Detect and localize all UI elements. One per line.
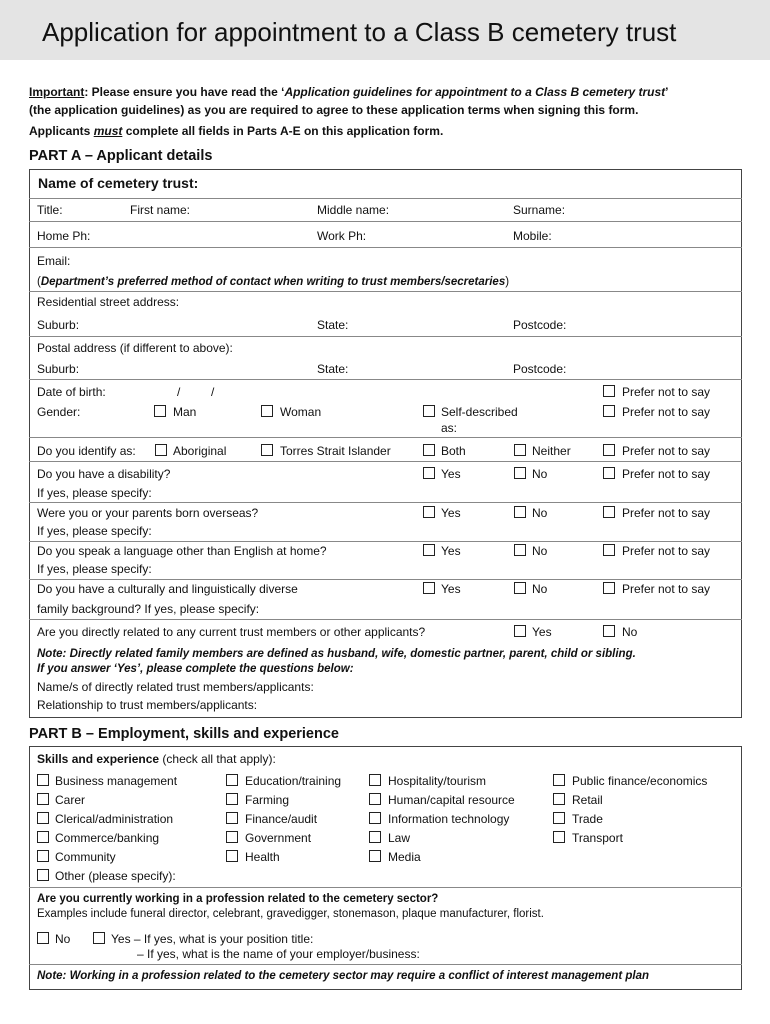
divider bbox=[29, 198, 742, 199]
relationship-field[interactable]: Relationship to trust members/applicants: bbox=[37, 698, 258, 712]
skill-checkbox[interactable] bbox=[369, 812, 381, 824]
page-title: Application for appointment to a Class B cemetery trust bbox=[42, 17, 677, 47]
disability-question: Do you have a disability? bbox=[37, 467, 171, 481]
gender-self-described-checkbox[interactable] bbox=[423, 405, 435, 417]
skill-label: Business management bbox=[55, 774, 178, 788]
position-title-field[interactable]: Yes – If yes, what is your position title: bbox=[111, 932, 314, 946]
language-question: Do you speak a language other than English at home? bbox=[37, 544, 327, 558]
skill-checkbox[interactable] bbox=[37, 831, 49, 843]
email-note-close: ) bbox=[505, 276, 510, 288]
neither-label: Neither bbox=[532, 444, 571, 458]
skill-label: Public finance/economics bbox=[572, 774, 708, 788]
residential-address-field[interactable]: Residential street address: bbox=[37, 295, 180, 309]
skill-checkbox[interactable] bbox=[37, 793, 49, 805]
skill-label: Government bbox=[245, 831, 312, 845]
aboriginal-checkbox[interactable] bbox=[155, 444, 167, 456]
overseas-no-checkbox[interactable] bbox=[514, 506, 526, 518]
language-yes-checkbox[interactable] bbox=[423, 544, 435, 556]
overseas-specify-field[interactable]: If yes, please specify: bbox=[37, 524, 152, 538]
prefer-label: Prefer not to say bbox=[622, 444, 711, 458]
intro-line3-a: Applicants bbox=[29, 124, 94, 138]
overseas-prefer-checkbox[interactable] bbox=[603, 506, 615, 518]
divider bbox=[29, 579, 742, 580]
dob-prefer-checkbox[interactable] bbox=[603, 385, 615, 397]
surname-field[interactable]: Surname: bbox=[513, 203, 566, 217]
postal-suburb-field[interactable]: Suburb: bbox=[37, 362, 80, 376]
no-label: No bbox=[532, 582, 548, 596]
email-field[interactable]: Email: bbox=[37, 254, 71, 268]
skill-label: Health bbox=[245, 850, 280, 864]
working-examples: Examples include funeral director, celebrant, gravedigger, stonemason, plaque manufacturer, florist. bbox=[37, 908, 544, 920]
title-field[interactable]: Title: bbox=[37, 203, 63, 217]
mobile-field[interactable]: Mobile: bbox=[513, 229, 552, 243]
divider bbox=[29, 336, 742, 337]
skill-label: Finance/audit bbox=[245, 812, 318, 826]
working-yes-checkbox[interactable] bbox=[93, 932, 105, 944]
suburb-field[interactable]: Suburb: bbox=[37, 318, 80, 332]
skills-label-hint: (check all that apply): bbox=[159, 752, 276, 766]
skill-checkbox[interactable] bbox=[369, 850, 381, 862]
overseas-yes-checkbox[interactable] bbox=[423, 506, 435, 518]
prefer-label: Prefer not to say bbox=[622, 385, 711, 399]
intro-line-3 bbox=[29, 124, 443, 138]
skill-label: Hospitality/tourism bbox=[388, 774, 487, 788]
skill-checkbox[interactable] bbox=[553, 793, 565, 805]
skill-label: Human/capital resource bbox=[388, 793, 515, 807]
divider bbox=[29, 964, 742, 965]
no-label: No bbox=[622, 625, 638, 639]
first-name-field[interactable]: First name: bbox=[130, 203, 191, 217]
prefer-label: Prefer not to say bbox=[622, 467, 711, 481]
skill-label: Trade bbox=[572, 812, 603, 826]
skill-label: Law bbox=[388, 831, 411, 845]
divider bbox=[29, 541, 742, 542]
no-label: No bbox=[55, 932, 71, 946]
skill-label: Media bbox=[388, 850, 421, 864]
torres-strait-checkbox[interactable] bbox=[261, 444, 273, 456]
identify-label: Do you identify as: bbox=[37, 444, 136, 458]
prefer-label: Prefer not to say bbox=[622, 544, 711, 558]
no-label: No bbox=[532, 467, 548, 481]
related-names-field[interactable]: Name/s of directly related trust members/applicants: bbox=[37, 680, 314, 694]
cald-question-1: Do you have a culturally and linguistically diverse bbox=[37, 582, 298, 596]
intro-text-b: ’ bbox=[665, 85, 669, 99]
home-phone-field[interactable]: Home Ph: bbox=[37, 229, 91, 243]
divider bbox=[29, 619, 742, 620]
intro-line-2: (the application guidelines) as you are required to agree to these application terms when signing this form. bbox=[29, 103, 639, 117]
skills-label bbox=[37, 752, 276, 766]
self-described-as-label: as: bbox=[441, 421, 458, 435]
middle-name-field[interactable]: Middle name: bbox=[317, 203, 390, 217]
both-label: Both bbox=[441, 444, 466, 458]
skill-label: Retail bbox=[572, 793, 603, 807]
skill-label: Farming bbox=[245, 793, 290, 807]
gender-man-checkbox[interactable] bbox=[154, 405, 166, 417]
skill-label: Community bbox=[55, 850, 116, 864]
yes-label: Yes bbox=[441, 467, 461, 481]
cald-yes-checkbox[interactable] bbox=[423, 582, 435, 594]
skill-label: Transport bbox=[572, 831, 623, 845]
disability-specify-field[interactable]: If yes, please specify: bbox=[37, 486, 152, 500]
divider bbox=[29, 461, 742, 462]
skill-checkbox[interactable] bbox=[553, 774, 565, 786]
employer-field[interactable]: – If yes, what is the name of your employer/business: bbox=[137, 947, 420, 961]
must-text: must bbox=[93, 124, 123, 138]
yes-label: Yes bbox=[441, 544, 461, 558]
intro-text-a: : Please ensure you have read the ‘ bbox=[84, 85, 285, 99]
yes-label: Yes bbox=[532, 625, 552, 639]
intro-line3-b: complete all fields in Parts A-E on this application form. bbox=[122, 124, 444, 138]
divider bbox=[29, 502, 742, 503]
page-header bbox=[0, 0, 770, 60]
dob-slash: / bbox=[177, 385, 181, 399]
divider bbox=[29, 221, 742, 222]
divider bbox=[29, 291, 742, 292]
skill-checkbox[interactable] bbox=[553, 812, 565, 824]
email-note-text: Department’s preferred method of contact when writing to trust members/secretaries bbox=[40, 276, 506, 288]
postcode-field[interactable]: Postcode: bbox=[513, 318, 567, 332]
skill-checkbox[interactable] bbox=[226, 850, 238, 862]
guidelines-title: Application guidelines for appointment to a Class B cemetery trust bbox=[284, 85, 666, 99]
skill-checkbox[interactable] bbox=[369, 831, 381, 843]
state-field[interactable]: State: bbox=[317, 318, 349, 332]
skill-checkbox[interactable] bbox=[226, 774, 238, 786]
neither-checkbox[interactable] bbox=[514, 444, 526, 456]
skill-checkbox[interactable] bbox=[37, 774, 49, 786]
skill-checkbox[interactable] bbox=[37, 812, 49, 824]
skill-label: Information technology bbox=[388, 812, 510, 826]
related-note-2: If you answer ‘Yes’, please complete the questions below: bbox=[37, 663, 354, 675]
intro-line-1 bbox=[29, 85, 669, 99]
related-yes-checkbox[interactable] bbox=[514, 625, 526, 637]
email-note-open: ( bbox=[37, 276, 41, 288]
conflict-note: Note: Working in a profession related to the cemetery sector may require a conflict of interest management plan bbox=[37, 970, 649, 982]
dob-field[interactable]: Date of birth: bbox=[37, 385, 106, 399]
work-phone-field[interactable]: Work Ph: bbox=[317, 229, 367, 243]
skill-other-checkbox[interactable] bbox=[37, 869, 49, 881]
prefer-label: Prefer not to say bbox=[622, 582, 711, 596]
yes-label: Yes bbox=[441, 582, 461, 596]
divider bbox=[29, 379, 742, 380]
skill-other-field[interactable]: Other (please specify): bbox=[55, 869, 176, 883]
skill-checkbox[interactable] bbox=[37, 850, 49, 862]
skill-checkbox[interactable] bbox=[226, 793, 238, 805]
related-question: Are you directly related to any current trust members or other applicants? bbox=[37, 625, 426, 639]
aboriginal-label: Aboriginal bbox=[173, 444, 227, 458]
important-label: Important bbox=[29, 85, 85, 99]
language-prefer-checkbox[interactable] bbox=[603, 544, 615, 556]
gender-label: Gender: bbox=[37, 405, 81, 419]
name-of-trust-label[interactable]: Name of cemetery trust: bbox=[38, 175, 199, 191]
part-b-heading: PART B – Employment, skills and experience bbox=[29, 726, 339, 742]
skill-label: Carer bbox=[55, 793, 86, 807]
postal-state-field[interactable]: State: bbox=[317, 362, 349, 376]
skill-checkbox[interactable] bbox=[226, 812, 238, 824]
skill-checkbox[interactable] bbox=[226, 831, 238, 843]
prefer-label: Prefer not to say bbox=[622, 506, 711, 520]
divider bbox=[29, 437, 742, 438]
self-described-label: Self-described bbox=[441, 405, 518, 419]
postal-address-field[interactable]: Postal address (if different to above): bbox=[37, 341, 233, 355]
skill-checkbox[interactable] bbox=[369, 774, 381, 786]
man-label: Man bbox=[173, 405, 197, 419]
torres-strait-label: Torres Strait Islander bbox=[280, 444, 391, 458]
disability-no-checkbox[interactable] bbox=[514, 467, 526, 479]
disability-prefer-checkbox[interactable] bbox=[603, 467, 615, 479]
email-note bbox=[37, 275, 509, 289]
skill-checkbox[interactable] bbox=[553, 831, 565, 843]
divider bbox=[29, 887, 742, 888]
overseas-question: Were you or your parents born overseas? bbox=[37, 506, 259, 520]
part-a-heading: PART A – Applicant details bbox=[29, 148, 213, 164]
both-checkbox[interactable] bbox=[423, 444, 435, 456]
working-question: Are you currently working in a profession related to the cemetery sector? bbox=[37, 893, 439, 905]
dob-slash: / bbox=[211, 385, 215, 399]
related-no-checkbox[interactable] bbox=[603, 625, 615, 637]
language-no-checkbox[interactable] bbox=[514, 544, 526, 556]
yes-label: Yes bbox=[441, 506, 461, 520]
identify-prefer-checkbox[interactable] bbox=[603, 444, 615, 456]
no-label: No bbox=[532, 544, 548, 558]
skill-checkbox[interactable] bbox=[369, 793, 381, 805]
postal-postcode-field[interactable]: Postcode: bbox=[513, 362, 567, 376]
cald-prefer-checkbox[interactable] bbox=[603, 582, 615, 594]
gender-woman-checkbox[interactable] bbox=[261, 405, 273, 417]
no-label: No bbox=[532, 506, 548, 520]
disability-yes-checkbox[interactable] bbox=[423, 467, 435, 479]
language-specify-field[interactable]: If yes, please specify: bbox=[37, 562, 152, 576]
skill-label: Clerical/administration bbox=[55, 812, 174, 826]
skill-label: Education/training bbox=[245, 774, 342, 788]
prefer-label: Prefer not to say bbox=[622, 405, 711, 419]
skill-label: Commerce/banking bbox=[55, 831, 160, 845]
cald-question-2[interactable]: family background? If yes, please specify: bbox=[37, 602, 260, 616]
working-no-checkbox[interactable] bbox=[37, 932, 49, 944]
skills-label-bold: Skills and experience bbox=[37, 752, 160, 766]
divider bbox=[29, 247, 742, 248]
woman-label: Woman bbox=[280, 405, 322, 419]
related-note-1: Note: Directly related family members are defined as husband, wife, domestic partner, parent, child or sibling. bbox=[37, 648, 636, 660]
gender-prefer-checkbox[interactable] bbox=[603, 405, 615, 417]
cald-no-checkbox[interactable] bbox=[514, 582, 526, 594]
